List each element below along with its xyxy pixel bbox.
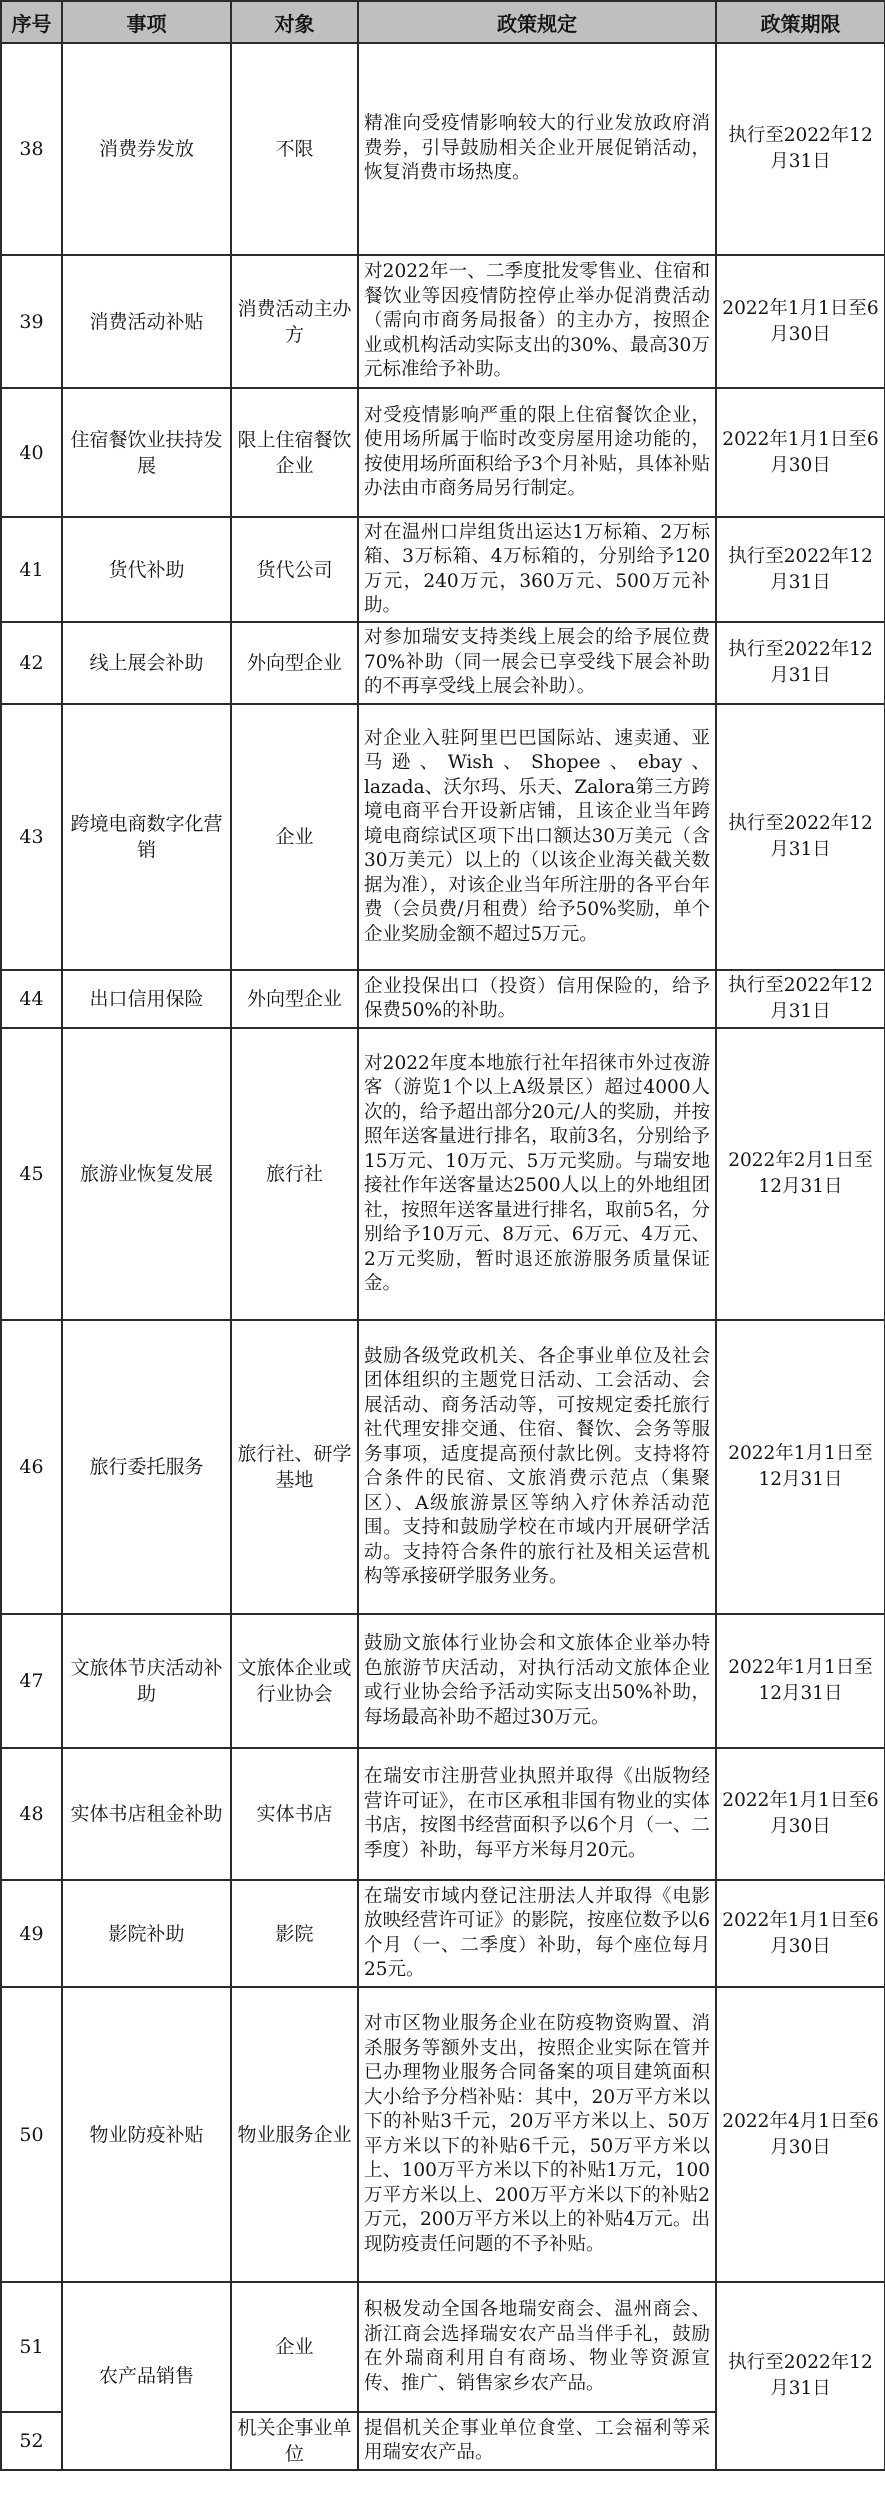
row-target: 货代公司 [231, 517, 358, 622]
table-row [1, 704, 885, 970]
row-no: 51 [1, 2282, 62, 2412]
table-row [1, 622, 885, 704]
row-period: 2022年2月1日至12月31日 [716, 1028, 885, 1320]
table-row [1, 388, 885, 517]
table-row [1, 43, 885, 255]
row-policy: 对企业入驻阿里巴巴国际站、速卖通、亚马逊、Wish、Shopee、ebay、lazada、沃尔玛、乐天、Zalora第三方跨境电商平台开设新店铺，且该企业当年跨境电商综试区项下出口额达30万美元（含30万美元）以上的（以该企业海关截关数据为准），对该企业当年所注册的各平台年费（会员费/月租费）给予50%奖励，单个企业奖励金额不超过5万元。 [358, 704, 716, 970]
row-no: 42 [1, 622, 62, 704]
table-row [1, 2282, 885, 2412]
row-policy: 对2022年度本地旅行社年招徕市外过夜游客（游览1个以上A级景区）超过4000人次的，给予超出部分20元/人的奖励，并按照年送客量进行排名，取前3名，分别给予15万元、10万元、5万元奖励。与瑞安地接社作年送客量达2500人以上的外地组团社，按照年送客量进行排名，取前5名，分别给予10万元、8万元、6万元、4万元、2万元奖励，暂时退还旅游服务质量保证金。 [358, 1028, 716, 1320]
row-policy: 精准向受疫情影响较大的行业发放政府消费券，引导鼓励相关企业开展促销活动，恢复消费市场热度。 [358, 43, 716, 255]
row-policy: 对参加瑞安支持类线上展会的给予展位费70%补助（同一展会已享受线下展会补助的不再享受线上展会补助）。 [358, 622, 716, 704]
table-row [1, 1614, 885, 1748]
row-period: 2022年1月1日至6月30日 [716, 1880, 885, 1987]
row-no: 46 [1, 1320, 62, 1614]
table-row [1, 1748, 885, 1880]
row-item: 旅行委托服务 [62, 1320, 231, 1614]
row-no: 49 [1, 1880, 62, 1987]
row-policy: 鼓励文旅体行业协会和文旅体企业举办特色旅游节庆活动，对执行活动文旅体企业或行业协会给予活动实际支出50%补助，每场最高补助不超过30万元。 [358, 1614, 716, 1748]
row-period: 执行至2022年12月31日 [716, 43, 885, 255]
header-item: 事项 [62, 1, 231, 43]
row-no: 39 [1, 255, 62, 388]
row-policy: 对在温州口岸组货出运达1万标箱、2万标箱、3万标箱、4万标箱的，分别给予120万元，240万元，360万元、500万元补助。 [358, 517, 716, 622]
row-target: 不限 [231, 43, 358, 255]
row-item: 出口信用保险 [62, 970, 231, 1028]
table-row [1, 1987, 885, 2282]
row-no: 44 [1, 970, 62, 1028]
row-target: 消费活动主办方 [231, 255, 358, 388]
row-item: 物业防疫补贴 [62, 1987, 231, 2282]
row-policy: 对市区物业服务企业在防疫物资购置、消杀服务等额外支出，按照企业实际在管并已办理物业服务合同备案的项目建筑面积大小给予分档补贴：其中，20万平方米以下的补贴3千元，20万平方米以上、50万平方米以下的补贴6千元，50万平方米以上、100万平方米以下的补贴1万元，100万平方米以上、200万平方米以下的补贴2万元，200万平方米以上的补贴4万元。出现防疫责任问题的不予补贴。 [358, 1987, 716, 2282]
row-period: 执行至2022年12月31日 [716, 622, 885, 704]
row-target: 限上住宿餐饮企业 [231, 388, 358, 517]
row-no: 40 [1, 388, 62, 517]
row-no: 47 [1, 1614, 62, 1748]
row-period: 执行至2022年12月31日 [716, 970, 885, 1028]
row-item: 跨境电商数字化营销 [62, 704, 231, 970]
row-target: 外向型企业 [231, 622, 358, 704]
row-target: 外向型企业 [231, 970, 358, 1028]
row-policy: 提倡机关企事业单位食堂、工会福利等采用瑞安农产品。 [358, 2412, 716, 2470]
row-no: 50 [1, 1987, 62, 2282]
header-period: 政策期限 [716, 1, 885, 43]
row-item: 影院补助 [62, 1880, 231, 1987]
row-no: 41 [1, 517, 62, 622]
row-target: 文旅体企业或行业协会 [231, 1614, 358, 1748]
row-target: 影院 [231, 1880, 358, 1987]
row-no: 43 [1, 704, 62, 970]
row-period: 2022年4月1日至6月30日 [716, 1987, 885, 2282]
row-policy: 对2022年一、二季度批发零售业、住宿和餐饮业等因疫情防控停止举办促消费活动（需向市商务局报备）的主办方，按照企业或机构活动实际支出的30%、最高30万元标准给予补助。 [358, 255, 716, 388]
row-policy: 对受疫情影响严重的限上住宿餐饮企业，使用场所属于临时改变房屋用途功能的，按使用场所面积给予3个月补贴，具体补贴办法由市商务局另行制定。 [358, 388, 716, 517]
row-item: 消费券发放 [62, 43, 231, 255]
table-body [1, 43, 885, 2470]
row-item: 货代补助 [62, 517, 231, 622]
row-no: 52 [1, 2412, 62, 2470]
row-no: 48 [1, 1748, 62, 1880]
table-header [1, 1, 885, 43]
row-no: 45 [1, 1028, 62, 1320]
row-target: 物业服务企业 [231, 1987, 358, 2282]
row-policy: 积极发动全国各地瑞安商会、温州商会、浙江商会选择瑞安农产品当伴手礼，鼓励在外瑞商利用自有商场、物业等资源宣传、推广、销售家乡农产品。 [358, 2282, 716, 2412]
row-policy: 在瑞安市域内登记注册法人并取得《电影放映经营许可证》的影院，按座位数予以6个月（一、二季度）补助，每个座位每月25元。 [358, 1880, 716, 1987]
row-target: 企业 [231, 2282, 358, 2412]
table-row [1, 1880, 885, 1987]
row-item: 实体书店租金补助 [62, 1748, 231, 1880]
header-no: 序号 [1, 1, 62, 43]
row-period: 执行至2022年12月31日 [716, 704, 885, 970]
row-item: 住宿餐饮业扶持发展 [62, 388, 231, 517]
row-item: 旅游业恢复发展 [62, 1028, 231, 1320]
row-no: 38 [1, 43, 62, 255]
row-item: 文旅体节庆活动补助 [62, 1614, 231, 1748]
header-target: 对象 [231, 1, 358, 43]
row-target: 机关企事业单位 [231, 2412, 358, 2470]
table-row [1, 1320, 885, 1614]
header-row [1, 1, 885, 43]
row-period: 2022年1月1日至12月31日 [716, 1320, 885, 1614]
table-row [1, 1028, 885, 1320]
header-policy: 政策规定 [358, 1, 716, 43]
row-target: 企业 [231, 704, 358, 970]
row-period: 执行至2022年12月31日 [716, 2282, 885, 2470]
row-policy: 鼓励各级党政机关、各企事业单位及社会团体组织的主题党日活动、工会活动、会展活动、商务活动等，可按规定委托旅行社代理安排交通、住宿、餐饮、会务等服务事项，适度提高预付款比例。支持将符合条件的民宿、文旅消费示范点（集聚区）、A级旅游景区等纳入疗休养活动范围。支持和鼓励学校在市域内开展研学活动。支持符合条件的旅行社及相关运营机构等承接研学服务业务。 [358, 1320, 716, 1614]
table-row [1, 970, 885, 1028]
row-period: 2022年1月1日至12月31日 [716, 1614, 885, 1748]
row-period: 2022年1月1日至6月30日 [716, 255, 885, 388]
row-period: 2022年1月1日至6月30日 [716, 1748, 885, 1880]
row-policy: 企业投保出口（投资）信用保险的，给予保费50%的补助。 [358, 970, 716, 1028]
row-period: 执行至2022年12月31日 [716, 517, 885, 622]
row-item: 线上展会补助 [62, 622, 231, 704]
table-row [1, 255, 885, 388]
row-target: 旅行社 [231, 1028, 358, 1320]
row-policy: 在瑞安市注册营业执照并取得《出版物经营许可证》，在市区承租非国有物业的实体书店，按图书经营面积予以6个月（一、二季度）补助，每平方米每月20元。 [358, 1748, 716, 1880]
table-row [1, 517, 885, 622]
row-target: 旅行社、研学基地 [231, 1320, 358, 1614]
row-item: 消费活动补贴 [62, 255, 231, 388]
row-item: 农产品销售 [62, 2282, 231, 2470]
row-target: 实体书店 [231, 1748, 358, 1880]
row-period: 2022年1月1日至6月30日 [716, 388, 885, 517]
